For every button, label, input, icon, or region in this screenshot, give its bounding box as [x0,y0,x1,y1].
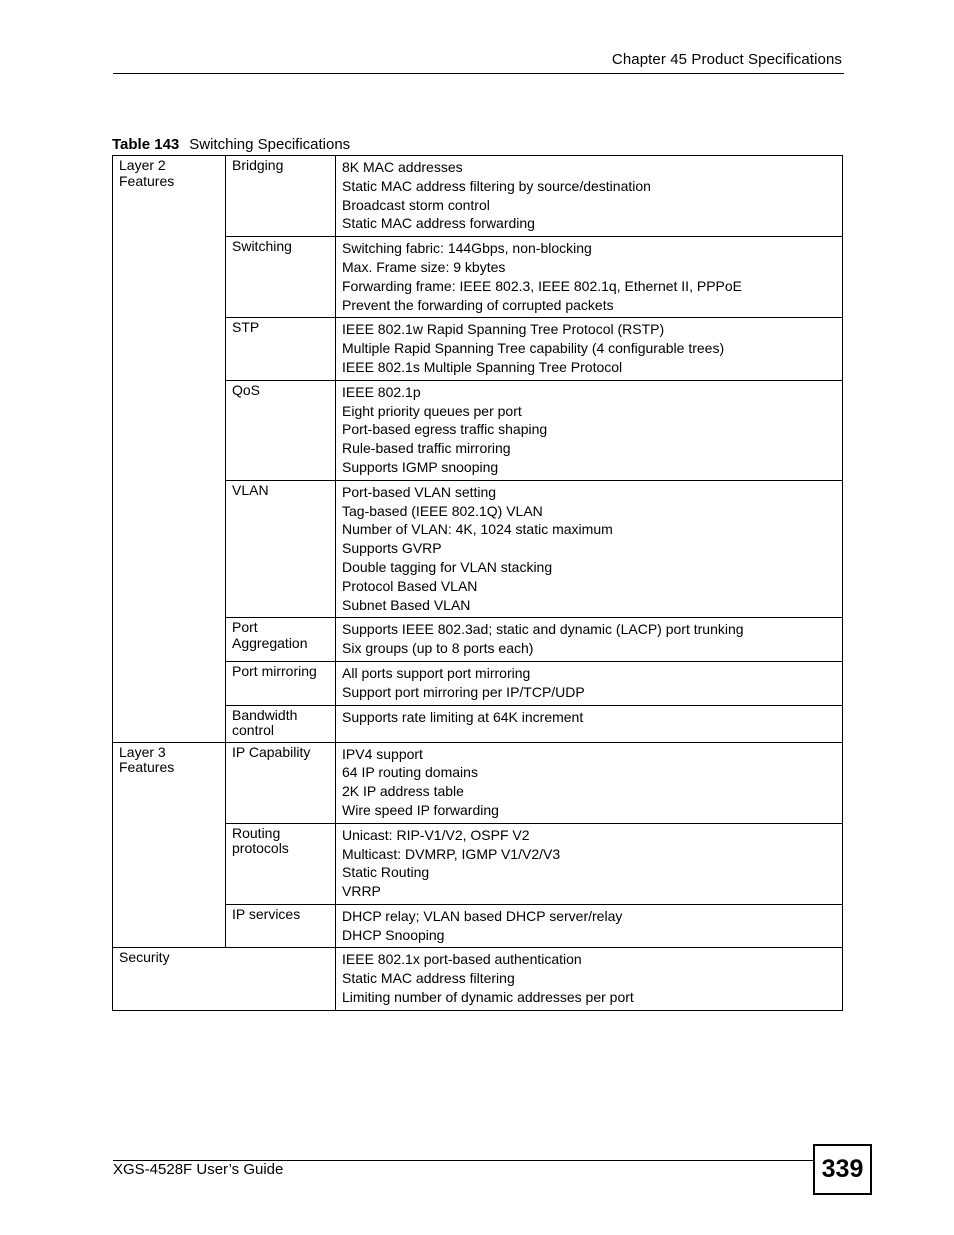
detail-line: Supports rate limiting at 64K increment [342,708,584,725]
details-cell [336,480,843,618]
category-cell: Layer 3 Features [113,742,226,948]
detail-line: Supports GVRP [342,540,442,557]
detail-line: VRRP [342,883,381,900]
table-number: Table 143 [112,136,180,153]
details-cell [336,318,843,380]
details-cell [336,904,843,948]
page-number: 339 [813,1144,872,1195]
feature-cell: IP services [226,904,336,948]
detail-line: Static MAC address forwarding [342,215,535,232]
feature-cell: Bridging [226,156,336,237]
detail-line: 2K IP address table [342,783,464,800]
feature-cell: Port mirroring [226,661,336,705]
detail-line: Unicast: RIP-V1/V2, OSPF V2 [342,826,530,843]
category-cell: Layer 2 Features [113,156,226,743]
guide-title: XGS-4528F User’s Guide [113,1161,284,1178]
detail-line: DHCP Snooping [342,926,445,943]
detail-line: IEEE 802.1s Multiple Spanning Tree Protocol [342,358,623,375]
table-row [113,156,843,237]
feature-cell: Switching [226,237,336,318]
details-cell [336,742,843,823]
detail-line: Static MAC address filtering [342,970,515,987]
feature-cell: Port Aggregation [226,618,336,662]
detail-line: Double tagging for VLAN stacking [342,558,553,575]
detail-line: Tag-based (IEEE 802.1Q) VLAN [342,502,543,519]
detail-line: Max. Frame size: 9 kbytes [342,258,506,275]
feature-cell: QoS [226,380,336,480]
feature-cell: VLAN [226,480,336,618]
detail-line: Supports IGMP snooping [342,458,499,475]
category-cell: Security [113,948,336,1010]
detail-line: Wire speed IP forwarding [342,801,499,818]
detail-line: Switching fabric: 144Gbps, non-blocking [342,240,592,257]
details-cell [336,237,843,318]
details-cell [336,380,843,480]
detail-line: Eight priority queues per port [342,402,522,419]
detail-line: Static MAC address filtering by source/destination [342,177,651,194]
detail-line: 64 IP routing domains [342,764,478,781]
detail-line: Port-based VLAN setting [342,483,497,500]
details-cell [336,823,843,904]
detail-line: Static Routing [342,864,430,881]
detail-line: Forwarding frame: IEEE 802.3, IEEE 802.1q, Ethernet II, PPPoE [342,277,742,294]
detail-line: Broadcast storm control [342,196,490,213]
detail-line: Support port mirroring per IP/TCP/UDP [342,683,585,700]
feature-cell: STP [226,318,336,380]
chapter-title: Chapter 45 Product Specifications [611,51,842,68]
details-cell [336,618,843,662]
details-cell [336,948,843,1010]
detail-line: All ports support port mirroring [342,664,531,681]
detail-line: 8K MAC addresses [342,159,463,175]
table-row [113,742,843,823]
detail-line: Limiting number of dynamic addresses per port [342,989,634,1006]
detail-line: Multiple Rapid Spanning Tree capability (4 configurable trees) [342,340,725,357]
detail-line: DHCP relay; VLAN based DHCP server/relay [342,907,623,924]
detail-line: Six groups (up to 8 ports each) [342,640,534,657]
detail-line: IEEE 802.1w Rapid Spanning Tree Protocol (RSTP) [342,321,665,338]
detail-line: Prevent the forwarding of corrupted packets [342,296,614,313]
table-row [113,948,843,1010]
detail-line: IEEE 802.1p [342,383,421,400]
detail-line: Port-based egress traffic shaping [342,421,548,438]
table-caption [112,136,350,153]
detail-line: IEEE 802.1x port-based authentication [342,951,582,968]
detail-line: Multicast: DVMRP, IGMP V1/V2/V3 [342,845,561,862]
feature-cell: Routing protocols [226,823,336,904]
detail-line: Protocol Based VLAN [342,577,478,594]
feature-cell: Bandwidth control [226,705,336,742]
detail-line: Number of VLAN: 4K, 1024 static maximum [342,521,613,538]
details-cell [336,661,843,705]
table-body [113,156,843,1011]
detail-line: Supports IEEE 802.3ad; static and dynamic (LACP) port trunking [342,621,744,638]
feature-cell: IP Capability [226,742,336,823]
details-cell [336,705,843,742]
detail-line: Rule-based traffic mirroring [342,440,511,457]
header-divider [113,73,844,74]
details-cell [336,156,843,237]
detail-line: IPV4 support [342,745,423,762]
switching-specifications-table [112,155,843,1011]
detail-line: Subnet Based VLAN [342,596,471,613]
table-title: Switching Specifications [189,136,351,153]
